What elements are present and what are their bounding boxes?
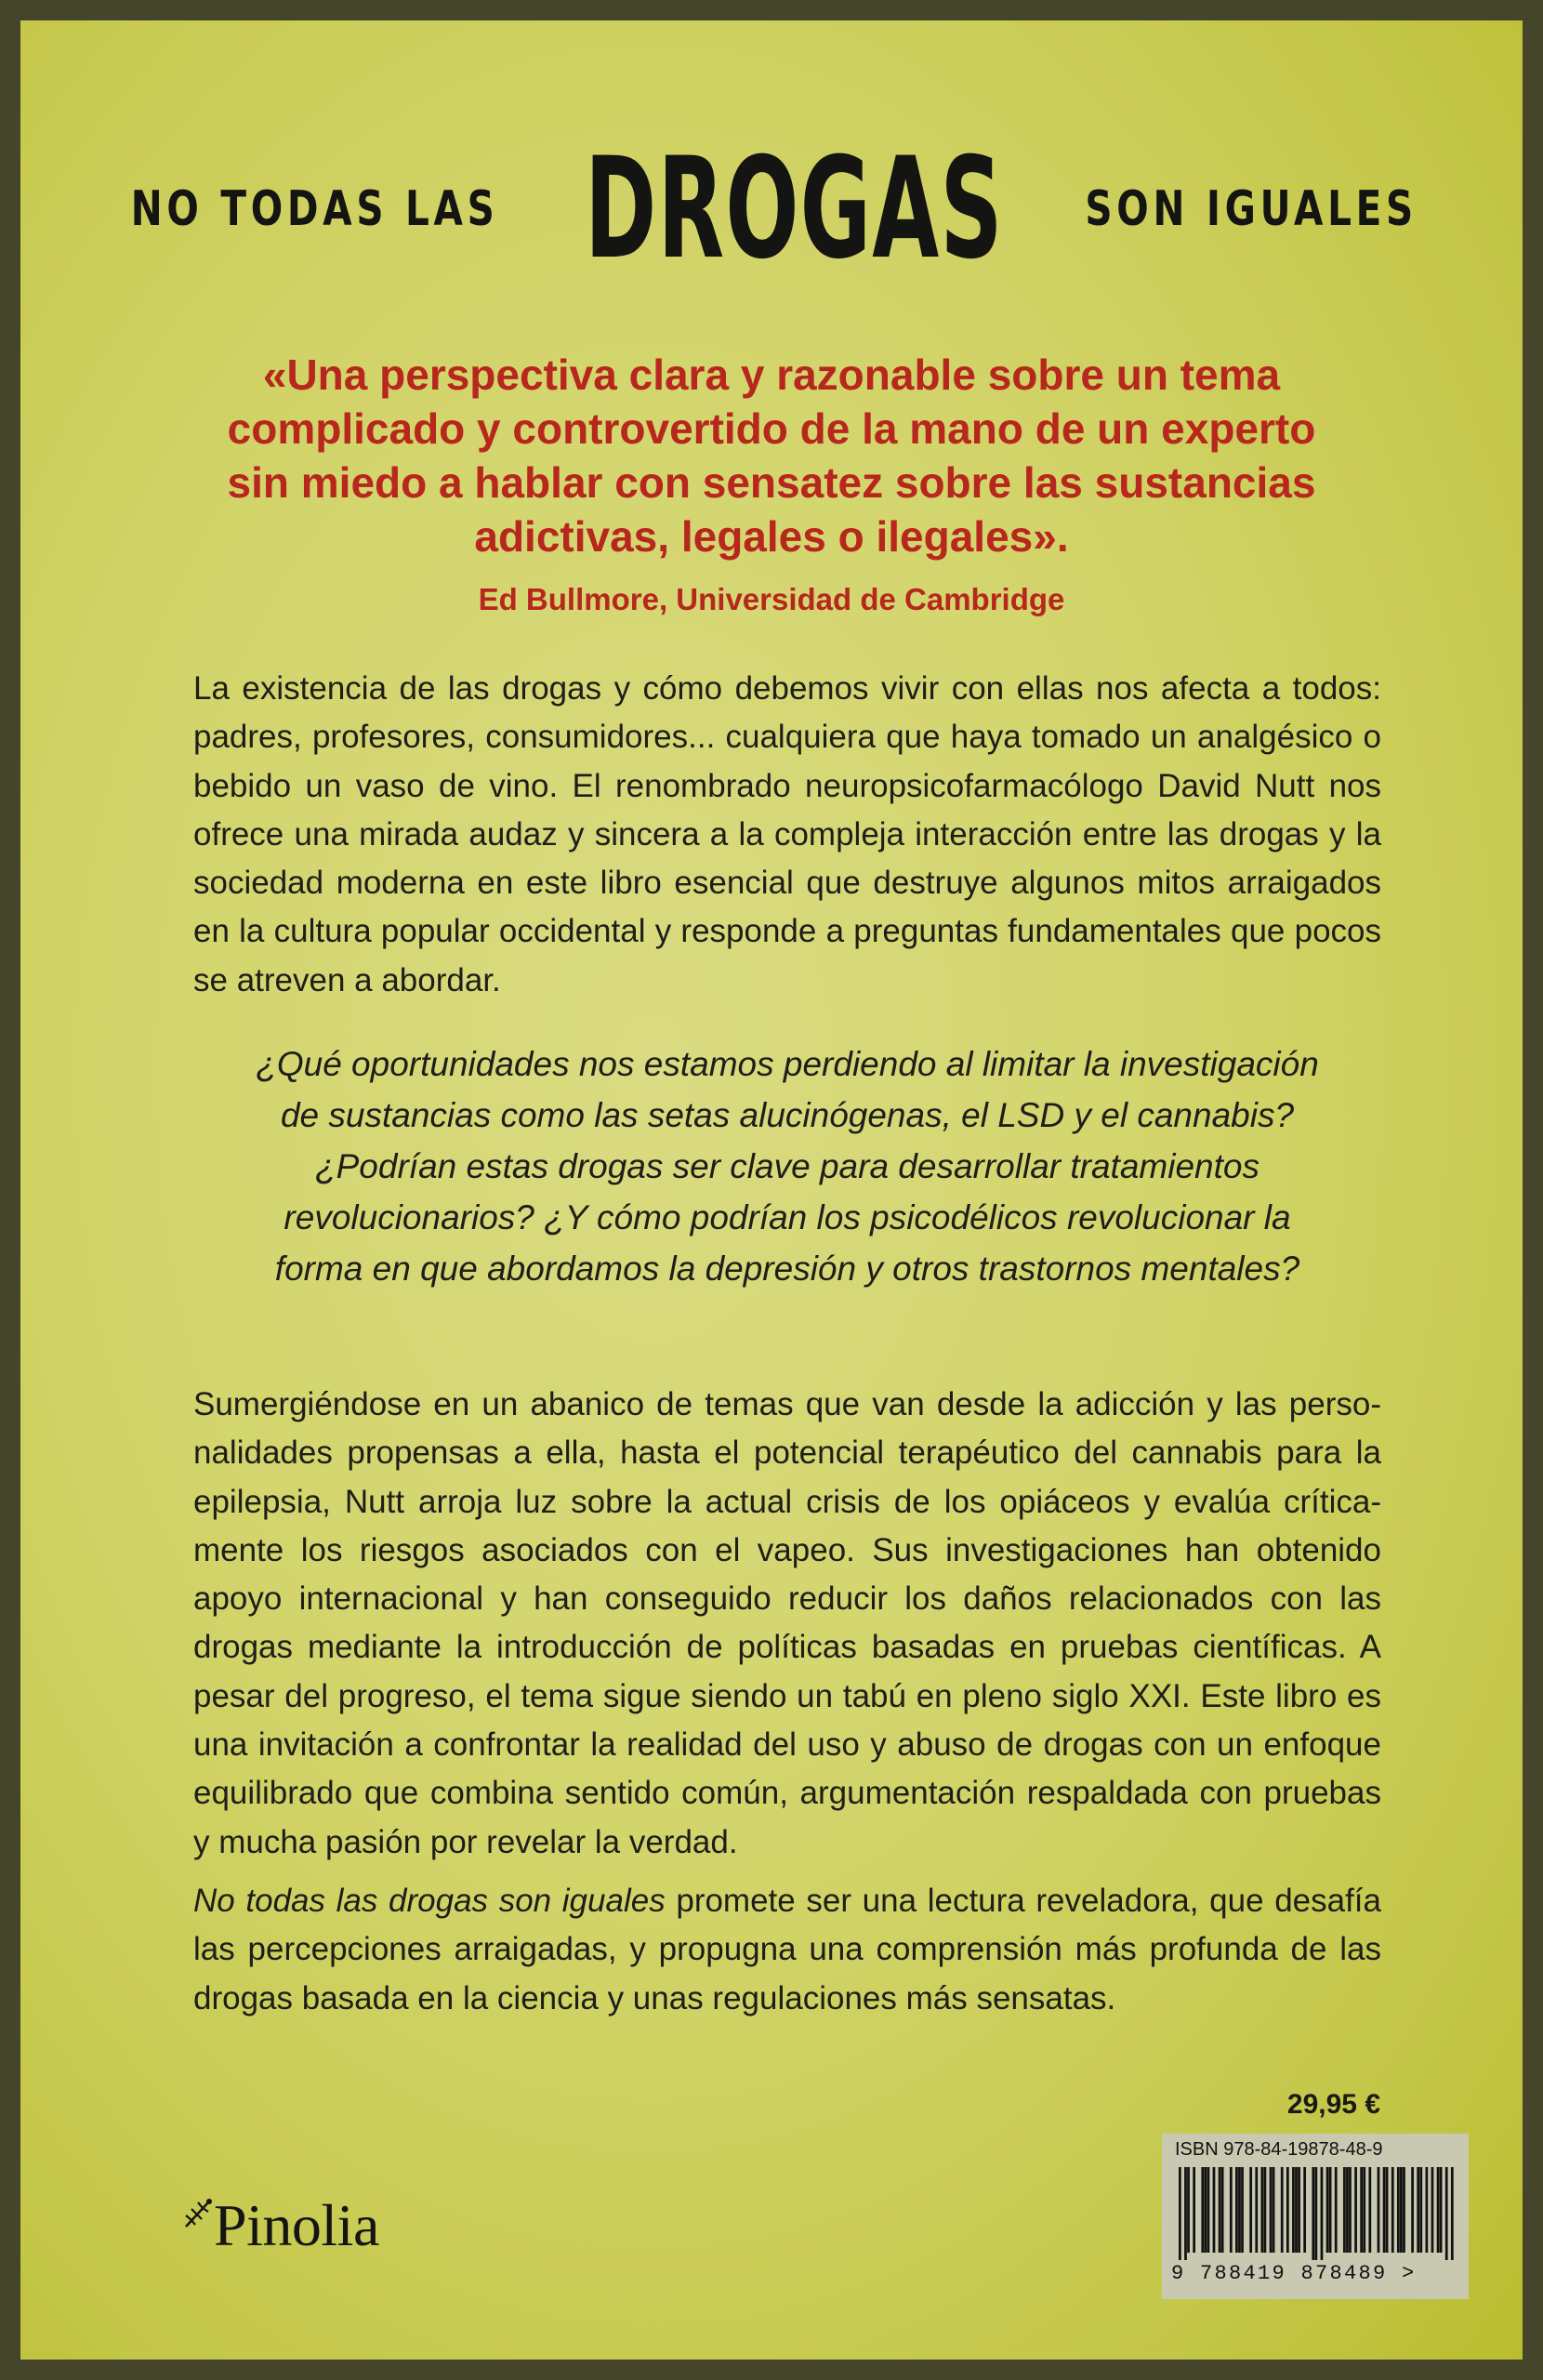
barcode-digits: 9 788419 878489 > xyxy=(1171,2262,1417,2285)
barcode-bar xyxy=(1343,2167,1346,2253)
barcode-bar xyxy=(1391,2167,1394,2253)
barcode-bar xyxy=(1419,2167,1422,2253)
title-part-1: NO TODAS LAS xyxy=(130,181,499,237)
description-paragraph-3 xyxy=(193,1877,1381,2023)
book-back-cover xyxy=(20,20,1523,2360)
pine-branch-icon xyxy=(180,2195,218,2232)
isbn-barcode xyxy=(1162,2134,1469,2299)
barcode-bar xyxy=(1260,2167,1263,2253)
book-title-italic: No todas las drogas son iguales xyxy=(193,1883,666,1919)
barcode-bar xyxy=(1230,2167,1233,2253)
barcode-bar xyxy=(1273,2167,1275,2253)
publisher-logo xyxy=(180,2191,379,2260)
barcode-bar xyxy=(1295,2167,1298,2253)
barcode-bar xyxy=(1378,2167,1380,2253)
questions-paragraph: ¿Qué oportunidades nos estamos perdiendo al limitar la investigación de sustancias como las setas alucinógenas, el LSD y el cannabis? ¿Podrían estas drogas ser clave para desarrollar tratamientos revolucionarios? ¿Y cómo podrían los psicodélicos revolucionar la forma en que abordamos la depresión y otros trastornos mentales? xyxy=(256,1045,1319,1288)
cover-title xyxy=(20,128,1523,290)
barcode-bar xyxy=(1431,2167,1434,2253)
barcode-bar xyxy=(1255,2167,1258,2253)
publisher-name: Pinolia xyxy=(214,2192,379,2258)
barcode-bar xyxy=(1335,2167,1338,2253)
barcode-bar xyxy=(1386,2167,1389,2253)
barcode-bar xyxy=(1329,2167,1332,2253)
barcode-bar xyxy=(1213,2167,1216,2253)
barcode-bar xyxy=(1383,2167,1386,2253)
barcode-bar xyxy=(1204,2167,1207,2253)
barcode-bar xyxy=(1354,2167,1357,2253)
barcode-bar xyxy=(1193,2167,1195,2253)
isbn-number: ISBN 978-84-19878-48-9 xyxy=(1175,2139,1383,2160)
title-part-2: SON IGUALES xyxy=(1085,181,1418,237)
barcode-bar xyxy=(1360,2167,1363,2253)
barcode-bar xyxy=(1400,2167,1403,2253)
endorsement-quote: «Una perspectiva clara y razonable sobre un tema complicado y controvertido de la mano de un experto sin miedo a hablar con sensatez sobre las sustancias adictivas, legales o ilegales». xyxy=(227,350,1316,561)
barcode-bar xyxy=(1346,2167,1349,2253)
barcode-bar xyxy=(1235,2167,1238,2253)
barcode-bar xyxy=(1397,2167,1400,2253)
barcode-bar xyxy=(1437,2167,1440,2253)
barcode-bar xyxy=(1326,2167,1329,2253)
barcode-bar xyxy=(1445,2167,1448,2260)
barcode-bar xyxy=(1241,2167,1244,2253)
barcode-bar xyxy=(1451,2167,1454,2260)
barcode-bar xyxy=(1368,2167,1371,2253)
barcode-bar xyxy=(1321,2167,1324,2260)
barcode-bar xyxy=(1312,2167,1314,2260)
barcode-bar xyxy=(1201,2167,1204,2253)
barcode-bar xyxy=(1314,2167,1317,2260)
barcode-bar xyxy=(1184,2167,1187,2260)
barcode-bar xyxy=(1187,2167,1190,2253)
barcode-bar xyxy=(1363,2167,1365,2253)
barcode-bar xyxy=(1303,2167,1306,2253)
barcode-bar xyxy=(1221,2167,1224,2253)
barcode-bar xyxy=(1425,2167,1428,2253)
description-paragraph-1: La existencia de las drogas y cómo debemos vivir con ellas nos afecta a todos: padres, profesores, consumidores... cualquiera que haya tomado un analgésico o bebido un vaso de vino. El renombrado neuropsicofarmacólogo David Nutt nos ofrece una mirada audaz y sincera a la compleja interacción entre las drogas y la sociedad moderna en este libro esencial que destruye algunos mitos arraigados en la cultura popular occidental y responde a preguntas fundamentales que pocos se atreven a abordar. xyxy=(193,670,1381,998)
title-main-word: DROGAS xyxy=(585,128,1004,290)
barcode-bar xyxy=(1219,2167,1221,2253)
barcode-bar xyxy=(1292,2167,1295,2253)
barcode-bar xyxy=(1286,2167,1289,2253)
barcode-bar xyxy=(1411,2167,1414,2253)
description-paragraph-2: Sumergiéndose en un abanico de temas que van desde la adicción y las personalidades propensas a ella, hasta el potencial terapéutico del cannabis para la epilepsia, Nutt arroja luz sobre la actual crisis de los opiáceos y evalúa críticamente los riesgos asociados con el vapeo. Sus investigaciones han obtenido apoyo internacional y han conseguido reducir los daños relacionados con las drogas mediante la introducción de políticas basadas en pruebas científicas. A pesar del progreso, el tema sigue siendo un tabú en pleno siglo XXI. Este libro es una invitación a confrontar la realidad del uso y abuso de drogas con un enfoque equilibrado que combina sentido común, argumentación respaldada con pruebas y mucha pasión por revelar la verdad. xyxy=(193,1386,1381,1860)
barcode-bar xyxy=(1270,2167,1273,2253)
barcode-bar xyxy=(1238,2167,1241,2253)
barcode-bar xyxy=(1179,2167,1181,2260)
paragraph-3-text: promete ser una lectura reveladora, que desafía las percepciones arraigadas, y propugna una comprensión más profunda de las drogas basada en la ciencia y unas regulaciones más sensatas. xyxy=(193,1883,1381,2016)
barcode-bar xyxy=(1264,2167,1267,2253)
barcode-bar xyxy=(1440,2167,1443,2253)
endorsement-author: Ed Bullmore, Universidad de Cambridge xyxy=(478,582,1065,616)
barcode-bar xyxy=(1298,2167,1300,2253)
barcode-bar xyxy=(1249,2167,1252,2253)
barcode-bar xyxy=(1403,2167,1405,2253)
price-label: 29,95 € xyxy=(1286,2089,1380,2120)
barcode-icon xyxy=(1179,2167,1454,2260)
barcode-bar xyxy=(1349,2167,1352,2253)
barcode-bar xyxy=(1417,2167,1419,2253)
barcode-bar xyxy=(1207,2167,1210,2253)
barcode-bar xyxy=(1281,2167,1284,2253)
